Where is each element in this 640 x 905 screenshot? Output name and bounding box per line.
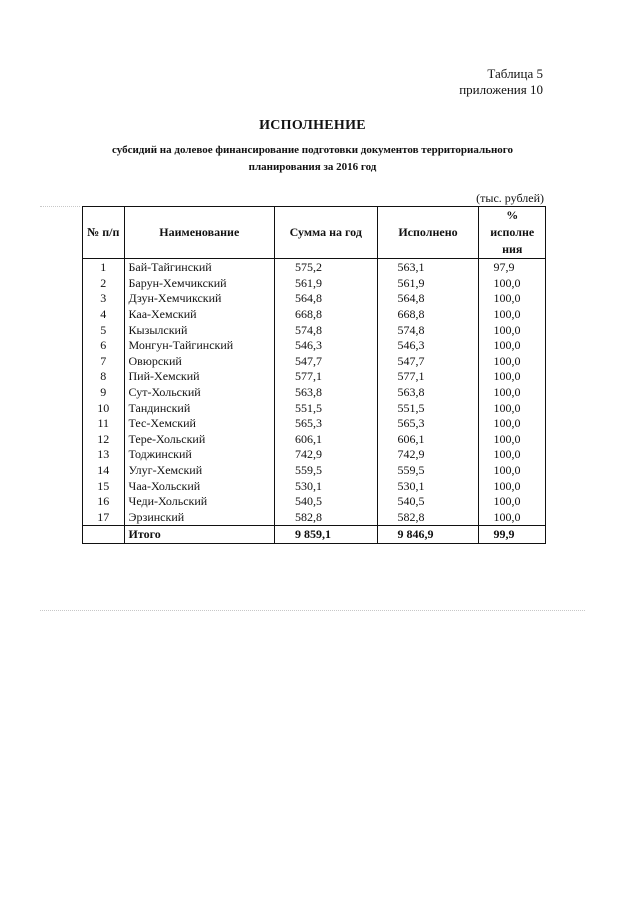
document-title: ИСПОЛНЕНИЕ	[259, 118, 366, 133]
scan-artifact-dots	[40, 206, 80, 208]
column-header-percent	[479, 207, 546, 259]
cell-sum: 547,7	[275, 354, 377, 370]
cell-done: 606,1	[377, 432, 479, 448]
cell-num: 8	[83, 369, 125, 385]
table-row	[83, 447, 546, 463]
cell-num: 15	[83, 478, 125, 494]
cell-num	[83, 526, 125, 544]
cell-pct: 97,9	[479, 259, 546, 276]
appendix-reference: приложения 10	[459, 82, 543, 97]
table-total-row	[83, 526, 546, 544]
subtitle-line-1: субсидий на долевое финансирование подготовки документов территориального	[111, 144, 514, 156]
scan-artifact-dots-bottom	[40, 610, 585, 612]
percent-header-line-2: исполне	[490, 225, 535, 239]
cell-num: 7	[83, 354, 125, 370]
table-row	[83, 416, 546, 432]
cell-sum: 575,2	[275, 259, 377, 276]
column-header-done: Исполнено	[377, 207, 479, 259]
cell-sum: 559,5	[275, 463, 377, 479]
table-row	[83, 259, 546, 276]
cell-name: Монгун-Тайгинский	[124, 338, 275, 354]
table-row	[83, 369, 546, 385]
cell-num: 5	[83, 322, 125, 338]
cell-num: 14	[83, 463, 125, 479]
cell-name: Тес-Хемский	[124, 416, 275, 432]
total-pct: 99,9	[479, 526, 546, 544]
cell-done: 551,5	[377, 400, 479, 416]
cell-sum: 530,1	[275, 478, 377, 494]
cell-name: Улуг-Хемский	[124, 463, 275, 479]
total-done: 9 846,9	[377, 526, 479, 544]
table-row	[83, 307, 546, 323]
total-sum: 9 859,1	[275, 526, 377, 544]
cell-pct: 100,0	[479, 276, 546, 292]
table-row	[83, 400, 546, 416]
table-row	[83, 494, 546, 510]
cell-num: 11	[83, 416, 125, 432]
document-subtitle	[60, 142, 565, 176]
cell-pct: 100,0	[479, 463, 546, 479]
cell-done: 742,9	[377, 447, 479, 463]
column-header-num: № п/п	[83, 207, 125, 259]
cell-pct: 100,0	[479, 510, 546, 526]
cell-name: Тандинский	[124, 400, 275, 416]
subsidy-table	[82, 206, 546, 544]
cell-done: 563,1	[377, 259, 479, 276]
cell-sum: 668,8	[275, 307, 377, 323]
subtitle-line-2: планирования за 2016 год	[248, 161, 377, 173]
cell-done: 577,1	[377, 369, 479, 385]
cell-pct: 100,0	[479, 478, 546, 494]
cell-pct: 100,0	[479, 416, 546, 432]
table-row	[83, 510, 546, 526]
cell-sum: 540,5	[275, 494, 377, 510]
cell-name: Бай-Тайгинский	[124, 259, 275, 276]
cell-name: Барун-Хемчикский	[124, 276, 275, 292]
cell-done: 563,8	[377, 385, 479, 401]
cell-num: 4	[83, 307, 125, 323]
cell-num: 13	[83, 447, 125, 463]
cell-sum: 565,3	[275, 416, 377, 432]
cell-sum: 551,5	[275, 400, 377, 416]
cell-done: 547,7	[377, 354, 479, 370]
cell-done: 559,5	[377, 463, 479, 479]
cell-sum: 577,1	[275, 369, 377, 385]
cell-name: Каа-Хемский	[124, 307, 275, 323]
unit-label: (тыс. рублей)	[476, 191, 544, 205]
cell-pct: 100,0	[479, 447, 546, 463]
cell-pct: 100,0	[479, 385, 546, 401]
percent-header-line-3: ния	[502, 242, 523, 256]
cell-num: 1	[83, 259, 125, 276]
cell-sum: 582,8	[275, 510, 377, 526]
cell-num: 2	[83, 276, 125, 292]
cell-sum: 563,8	[275, 385, 377, 401]
cell-done: 565,3	[377, 416, 479, 432]
cell-done: 668,8	[377, 307, 479, 323]
cell-done: 564,8	[377, 291, 479, 307]
cell-pct: 100,0	[479, 494, 546, 510]
cell-num: 3	[83, 291, 125, 307]
table-row	[83, 291, 546, 307]
percent-header-line-1: %	[506, 208, 519, 222]
cell-num: 17	[83, 510, 125, 526]
table-row	[83, 338, 546, 354]
cell-pct: 100,0	[479, 291, 546, 307]
cell-num: 12	[83, 432, 125, 448]
cell-done: 540,5	[377, 494, 479, 510]
cell-pct: 100,0	[479, 322, 546, 338]
cell-done: 582,8	[377, 510, 479, 526]
cell-done: 546,3	[377, 338, 479, 354]
table-row	[83, 354, 546, 370]
cell-sum: 574,8	[275, 322, 377, 338]
cell-sum: 564,8	[275, 291, 377, 307]
table-header-row	[83, 207, 546, 259]
cell-name: Пий-Хемский	[124, 369, 275, 385]
cell-name: Тоджинский	[124, 447, 275, 463]
cell-done: 574,8	[377, 322, 479, 338]
table-row	[83, 322, 546, 338]
cell-name: Эрзинский	[124, 510, 275, 526]
table-row	[83, 463, 546, 479]
column-header-sum: Сумма на год	[275, 207, 377, 259]
total-name: Итого	[124, 526, 275, 544]
cell-num: 16	[83, 494, 125, 510]
cell-pct: 100,0	[479, 338, 546, 354]
table-row	[83, 432, 546, 448]
cell-name: Чаа-Хольский	[124, 478, 275, 494]
column-header-name: Наименование	[124, 207, 275, 259]
cell-pct: 100,0	[479, 432, 546, 448]
cell-name: Дзун-Хемчикский	[124, 291, 275, 307]
cell-sum: 561,9	[275, 276, 377, 292]
cell-pct: 100,0	[479, 354, 546, 370]
cell-num: 6	[83, 338, 125, 354]
cell-name: Овюрский	[124, 354, 275, 370]
cell-num: 10	[83, 400, 125, 416]
cell-name: Кызылский	[124, 322, 275, 338]
cell-name: Сут-Хольский	[124, 385, 275, 401]
cell-num: 9	[83, 385, 125, 401]
cell-sum: 546,3	[275, 338, 377, 354]
cell-pct: 100,0	[479, 307, 546, 323]
cell-done: 530,1	[377, 478, 479, 494]
table-row	[83, 276, 546, 292]
cell-pct: 100,0	[479, 369, 546, 385]
cell-done: 561,9	[377, 276, 479, 292]
cell-sum: 742,9	[275, 447, 377, 463]
table-row	[83, 478, 546, 494]
table-reference: Таблица 5	[487, 66, 543, 81]
cell-sum: 606,1	[275, 432, 377, 448]
table-row	[83, 385, 546, 401]
cell-name: Тере-Хольский	[124, 432, 275, 448]
cell-name: Чеди-Хольский	[124, 494, 275, 510]
cell-pct: 100,0	[479, 400, 546, 416]
